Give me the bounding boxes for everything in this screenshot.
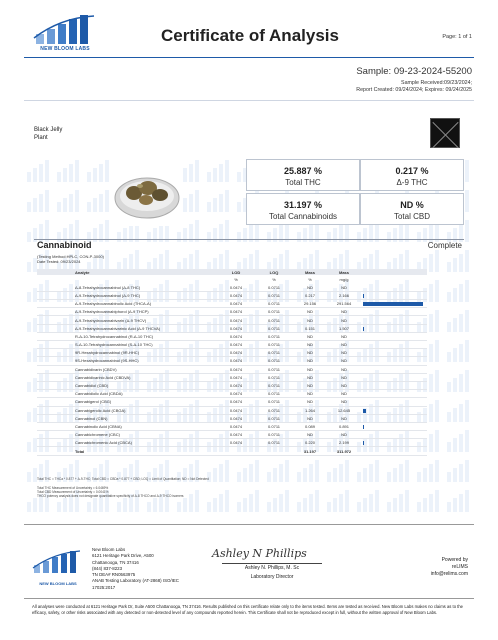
results-body — [37, 275, 427, 455]
director-signature: Ashley N Phillips — [212, 547, 307, 560]
header-analyte: Analyte — [37, 269, 217, 275]
mass-pct-cell: ND — [293, 390, 327, 398]
mass-pct-cell: ND — [293, 357, 327, 365]
mass-pct-cell: ND — [293, 414, 327, 422]
table-row — [37, 439, 427, 447]
total-pct: 31.197 — [293, 447, 327, 455]
mass-mg-cell: ND — [327, 357, 361, 365]
mass-mg-cell: ND — [327, 398, 361, 406]
loq-cell: 0.0711 — [255, 300, 293, 308]
lod-cell: 0.0474 — [217, 349, 255, 357]
level-bar-cell — [361, 300, 427, 308]
qr-code-icon — [430, 118, 460, 148]
loq-cell: 0.0711 — [255, 308, 293, 316]
d9-thc-value: 0.217 % — [395, 166, 429, 176]
total-mg: 311.972 — [327, 447, 361, 455]
lod-cell: 0.0474 — [217, 422, 255, 430]
lab-address-line: ANAB Testing Laboratory (AT-2868) ISO/IEC — [92, 578, 179, 584]
footer-logo — [30, 550, 86, 584]
total-lod — [217, 447, 255, 455]
analyte-cell: Cannabigerolic Acid (CBGA) — [37, 406, 217, 414]
loq-cell: 0.0711 — [255, 341, 293, 349]
section-divider — [34, 239, 464, 253]
analyte-cell: R-Δ-10-Tetrahydrocannabinol (R-Δ-10 THC) — [37, 332, 217, 340]
testing-method: (Testing Method:HPLC, CON-P-3000) — [37, 254, 104, 259]
director-title: Laboratory Director — [250, 574, 294, 580]
footnote-thco: THCO potency analysis does not designate quantitative specificity of Δ-8 THCO and Δ-9 THCO isomers — [37, 494, 184, 498]
table-row — [37, 398, 427, 406]
loq-cell: 0.0711 — [255, 422, 293, 430]
analyte-cell: Δ-9-Tetrahydrocannabinol (Δ-9 THC) — [37, 291, 217, 299]
dates-divider — [24, 100, 474, 101]
level-bar-cell — [361, 308, 427, 316]
analyte-cell: S-Δ-10-Tetrahydrocannabinol (S-Δ-10 THC) — [37, 341, 217, 349]
lod-cell: 0.0474 — [217, 332, 255, 340]
analyte-cell: Cannabidivarin (CBDV) — [37, 365, 217, 373]
mass-pct-cell: ND — [293, 332, 327, 340]
table-row — [37, 316, 427, 324]
analyte-cell: Cannabidiol (CBD) — [37, 381, 217, 389]
section-meta — [37, 254, 104, 264]
table-row — [37, 365, 427, 373]
level-bar-cell — [361, 324, 427, 332]
loq-cell: 0.0711 — [255, 291, 293, 299]
director-name: Ashley N. Phillips, M. Sc — [244, 565, 300, 571]
total-thc-value: 25.887 % — [283, 166, 323, 176]
loq-cell: 0.0711 — [255, 406, 293, 414]
analyte-cell: Cannabinol (CBN) — [37, 414, 217, 422]
page-number: Page: 1 of 1 — [442, 34, 472, 40]
unit-mass-pct: % — [308, 276, 312, 282]
loq-cell: 0.0711 — [255, 283, 293, 291]
analyte-cell: Cannabichromenic Acid (CBCA) — [37, 439, 217, 447]
mass-mg-cell: ND — [327, 414, 361, 422]
total-cannabinoids-label: Total Cannabinoids — [268, 212, 338, 221]
level-bar-cell — [361, 365, 427, 373]
loq-cell: 0.0711 — [255, 439, 293, 447]
table-row — [37, 422, 427, 430]
level-bar — [363, 425, 364, 429]
level-bar-cell — [361, 422, 427, 430]
mass-mg-cell: ND — [327, 316, 361, 324]
level-bar-cell — [361, 406, 427, 414]
section-title: Cannabinoid — [37, 240, 92, 250]
mass-pct-cell: ND — [293, 308, 327, 316]
table-row — [37, 373, 427, 381]
footer-logo-bars-icon — [30, 550, 86, 576]
table-row — [37, 291, 427, 299]
disclaimer-text: All analyses were conducted at 6121 Heritage Park Dr, Suite A500 Chattanooga, TN 37416. Results published on this certificate relate only to the items tested. Items are tested as received. New Bloom Labs makes no claims as to the efficacy, safety, or other risks associated with any detected or non-detected level of any compounds reported herein. This Certificate shall not be reproduced except in full, without the written approval of New Bloom Labs. — [32, 604, 464, 616]
level-bar-cell — [361, 439, 427, 447]
mass-pct-cell: ND — [293, 349, 327, 357]
loq-cell: 0.0711 — [255, 390, 293, 398]
lod-cell: 0.0474 — [217, 341, 255, 349]
mass-mg-cell: 1.507 — [327, 324, 361, 332]
mass-mg-cell: ND — [327, 349, 361, 357]
mass-pct-cell: 0.089 — [293, 422, 327, 430]
mass-mg-cell: ND — [327, 381, 361, 389]
level-bar-cell — [361, 431, 427, 439]
mass-mg-cell: 291.564 — [327, 300, 361, 308]
lod-cell: 0.0474 — [217, 316, 255, 324]
total-cbd-box — [360, 193, 464, 225]
mass-mg-cell: ND — [327, 341, 361, 349]
level-bar-cell — [361, 316, 427, 324]
loq-cell: 0.0711 — [255, 373, 293, 381]
level-bar-cell — [361, 390, 427, 398]
report-dates: Report Created: 09/24/2024; Expires: 09/24/2025 — [356, 87, 472, 94]
lab-address-line: 17025:2017 — [92, 584, 116, 590]
level-bar-cell — [361, 332, 427, 340]
table-row — [37, 308, 427, 316]
mass-mg-cell: ND — [327, 308, 361, 316]
mass-pct-cell: ND — [293, 283, 327, 291]
level-bar — [363, 409, 366, 413]
powered-by — [431, 557, 468, 579]
total-loq — [255, 447, 293, 455]
footnote-thc-uncertainty: Total THC Measurement of Uncertainty = 6.0469% — [37, 486, 109, 490]
analyte-cell: Δ-9-Tetrahydrocannabivarin (Δ-9 THCV) — [37, 316, 217, 324]
header-divider — [24, 57, 474, 58]
powered-by-label: Powered by — [441, 557, 468, 563]
header-loq: LOQ — [255, 269, 293, 275]
loq-cell: 0.0711 — [255, 381, 293, 389]
level-bar-cell — [361, 349, 427, 357]
header-lod: LOD — [217, 269, 255, 275]
footnote-cbd-uncertainty: Total CBD Measurement of Uncertainty = 0.0041% — [37, 490, 109, 494]
total-row — [37, 447, 427, 455]
level-bar — [363, 302, 423, 306]
powered-by-email[interactable]: info@relims.com — [430, 571, 468, 578]
mass-pct-cell: ND — [293, 316, 327, 324]
d9-thc-box — [360, 159, 464, 191]
loq-cell: 0.0711 — [255, 431, 293, 439]
lab-address-line: New Bloom Labs — [92, 547, 126, 552]
mass-pct-cell: 0.220 — [293, 439, 327, 447]
mass-pct-cell: 0.217 — [293, 291, 327, 299]
mass-pct-cell: ND — [293, 381, 327, 389]
table-row — [37, 390, 427, 398]
lod-cell: 0.0474 — [217, 283, 255, 291]
analyte-cell: Δ-9-Tetrahydrocannabivarinic Acid (Δ-9 THCVA) — [37, 324, 217, 332]
lab-address-line: 6121 Heritage Park Drive, A500 — [92, 553, 154, 559]
unit-mass-mg: mg/g — [339, 276, 349, 282]
mass-mg-cell: 0.891 — [327, 422, 361, 430]
analyte-cell: Cannabidiolic Acid (CBDA) — [37, 390, 217, 398]
mass-pct-cell: ND — [293, 398, 327, 406]
mass-pct-cell: ND — [293, 431, 327, 439]
sample-received: Sample Received:09/23/2024; — [401, 80, 472, 86]
mass-pct-cell: 1.264 — [293, 406, 327, 414]
lod-cell: 0.0474 — [217, 308, 255, 316]
lab-address — [92, 547, 179, 591]
results-table — [37, 269, 427, 456]
total-thc-box — [246, 159, 360, 191]
logo-bars-icon — [30, 14, 102, 48]
header-mass-mg: Mass — [327, 269, 361, 275]
d9-thc-label: Δ-9 THC — [396, 178, 428, 187]
mass-mg-cell: ND — [327, 431, 361, 439]
unit-analyte — [37, 275, 217, 283]
level-bar-cell — [361, 373, 427, 381]
total-cannabinoids-box — [246, 193, 360, 225]
date-tested: Date Tested: 09/23/2024 — [37, 259, 81, 265]
mass-mg-cell: 2.199 — [327, 439, 361, 447]
table-row — [37, 357, 427, 365]
table-row — [37, 349, 427, 357]
unit-bar — [361, 275, 427, 283]
analyte-cell: Cannabigerol (CBG) — [37, 398, 217, 406]
table-row — [37, 341, 427, 349]
level-bar — [363, 441, 364, 445]
analyte-cell: 9S-Hexahydrocannabinol (9S-HHC) — [37, 357, 217, 365]
loq-cell: 0.0711 — [255, 398, 293, 406]
analyte-cell: Δ-9-Tetrahydrocannabiphorol (Δ-9 THCP) — [37, 308, 217, 316]
lod-cell: 0.0474 — [217, 431, 255, 439]
loq-cell: 0.0711 — [255, 349, 293, 357]
level-bar — [363, 327, 364, 331]
mass-mg-cell: ND — [327, 390, 361, 398]
analyte-cell: Δ-8-Tetrahydrocannabinol (Δ-8 THC) — [37, 283, 217, 291]
mass-mg-cell: ND — [327, 332, 361, 340]
product-info — [34, 126, 62, 142]
table-row — [37, 332, 427, 340]
lod-cell: 0.0474 — [217, 414, 255, 422]
section-status: Complete — [427, 241, 462, 250]
sample-id: Sample: 09-23-2024-55200 — [356, 66, 472, 77]
unit-loq: % — [272, 276, 276, 282]
level-bar-cell — [361, 283, 427, 291]
lod-cell: 0.0474 — [217, 398, 255, 406]
table-row — [37, 283, 427, 291]
disclaimer-divider — [24, 598, 474, 599]
table-row — [37, 414, 427, 422]
total-cannabinoids-value: 31.197 % — [283, 200, 323, 210]
level-bar-cell — [361, 414, 427, 422]
mass-mg-cell: 12.645 — [327, 406, 361, 414]
product-name: Black Jelly — [34, 127, 63, 133]
table-row — [37, 381, 427, 389]
level-bar-cell — [361, 357, 427, 365]
powered-by-brand: reLIMS — [451, 564, 468, 571]
loq-cell: 0.0711 — [255, 332, 293, 340]
table-row — [37, 406, 427, 414]
table-row — [37, 324, 427, 332]
analyte-cell: Cannabichromene (CBC) — [37, 431, 217, 439]
mass-mg-cell: ND — [327, 283, 361, 291]
total-cbd-label: Total CBD — [393, 212, 430, 221]
analyte-cell: Cannabidivarinic Acid (CBDVA) — [37, 373, 217, 381]
total-bar — [361, 447, 427, 455]
lod-cell: 0.0474 — [217, 373, 255, 381]
lab-address-line: (844) 837-8223 — [92, 565, 123, 571]
lod-cell: 0.0474 — [217, 300, 255, 308]
mass-pct-cell: 0.151 — [293, 324, 327, 332]
footnote-formula: Total THC = THCa * 0.877 + Δ-9-THC; Total CBD = CBDa * 0.877 + CBD; LOQ = Limit of Quantitation; ND = Not Detected — [37, 477, 209, 481]
lod-cell: 0.0474 — [217, 390, 255, 398]
level-bar-cell — [361, 398, 427, 406]
product-type: Plant — [34, 135, 48, 141]
units-row — [37, 275, 427, 283]
level-bar-cell — [361, 341, 427, 349]
footer-logo-text: NEW BLOOM LABS — [39, 581, 77, 586]
footer-divider — [24, 524, 474, 525]
level-bar-cell — [361, 381, 427, 389]
mass-pct-cell: ND — [293, 341, 327, 349]
mass-pct-cell: ND — [293, 373, 327, 381]
unit-lod: % — [234, 276, 238, 282]
mass-mg-cell: ND — [327, 365, 361, 373]
lod-cell: 0.0474 — [217, 439, 255, 447]
header-mass-pct: Mass — [293, 269, 327, 275]
mass-pct-cell: ND — [293, 365, 327, 373]
loq-cell: 0.0711 — [255, 324, 293, 332]
loq-cell: 0.0711 — [255, 365, 293, 373]
mass-mg-cell: 2.166 — [327, 291, 361, 299]
sample-photo — [112, 160, 182, 226]
sample-dates — [356, 80, 472, 95]
lab-address-line: Chattanooga, TN 37416 — [92, 559, 139, 565]
document-title: Certificate of Analysis — [161, 26, 339, 45]
lod-cell: 0.0474 — [217, 291, 255, 299]
level-bar — [363, 294, 364, 298]
total-cbd-value: ND % — [400, 200, 424, 210]
loq-cell: 0.0711 — [255, 357, 293, 365]
table-row — [37, 300, 427, 308]
mass-pct-cell: 29.156 — [293, 300, 327, 308]
lod-cell: 0.0474 — [217, 381, 255, 389]
lab-logo-text: NEW BLOOM LABS — [40, 46, 90, 52]
analyte-cell: Δ-9-Tetrahydrocannabinolic Acid (THCA-A) — [37, 300, 217, 308]
total-label: Total — [37, 447, 217, 455]
loq-cell: 0.0711 — [255, 414, 293, 422]
mass-mg-cell: ND — [327, 373, 361, 381]
table-row — [37, 431, 427, 439]
analyte-cell: Cannabinolic Acid (CBNA) — [37, 422, 217, 430]
total-thc-label: Total THC — [285, 178, 321, 187]
lod-cell: 0.0474 — [217, 357, 255, 365]
lod-cell: 0.0474 — [217, 324, 255, 332]
lab-address-line: TN DEA# RN0563975 — [92, 572, 136, 578]
loq-cell: 0.0711 — [255, 316, 293, 324]
lod-cell: 0.0474 — [217, 365, 255, 373]
lod-cell: 0.0474 — [217, 406, 255, 414]
signature-line — [222, 563, 322, 564]
level-bar-cell — [361, 291, 427, 299]
analyte-cell: 9R-Hexahydrocannabinol (9R-HHC) — [37, 349, 217, 357]
